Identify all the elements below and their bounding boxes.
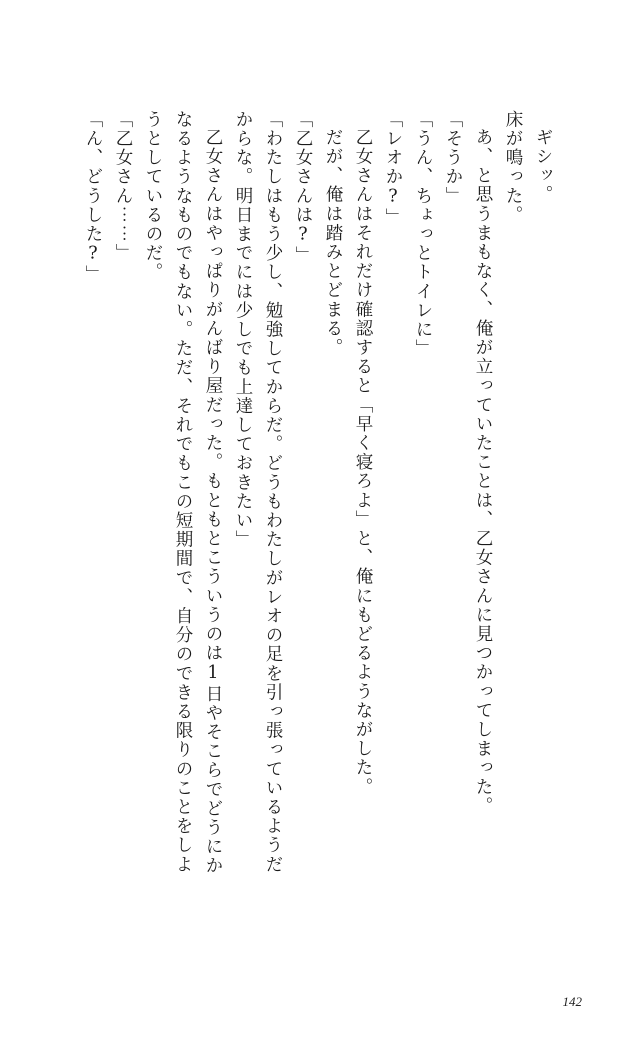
vertical-text-body [48, 110, 558, 970]
text-line: 「ん、どうした?」 [83, 110, 103, 285]
text-line: 「乙女さん⋯⋯」 [113, 110, 133, 263]
text-line: あ、と思うまもなく、俺が立っていたことは、乙女さんに見つかってしまった。 [473, 128, 493, 816]
text-line: 「うん、ちょっとトイレに」 [413, 110, 433, 359]
text-line: 乙女さんはそれだけ確認すると「早く寝ろよ」と、俺にもどるようながした。 [353, 128, 373, 797]
text-line: 床が鳴った。 [503, 110, 523, 225]
text-line: 「わたしはもう少し、勉強してからだ。どうもわたしがレオの足を引っ張っているようだ [263, 110, 283, 874]
text-line: だが、俺は踏みとどまる。 [323, 128, 343, 358]
text-line: 「乙女さんは?」 [293, 110, 313, 266]
page-number: 142 [562, 994, 582, 1009]
text-line: なるようなものでもない。ただ、それでもこの短期間で、自分のできる限りのことをしよ [173, 110, 193, 874]
text-line: からな。明日までには少しでも上達しておきたい」 [233, 110, 253, 550]
text-line: 乙女さんはやっぱりがんばり屋だった。もともとこういうのは1日やそこらでどうにか [203, 128, 223, 876]
text-line: 「レオか?」 [383, 110, 403, 228]
text-line: ギシッ。 [533, 128, 553, 205]
text-line: うとしているのだ。 [143, 110, 163, 282]
text-line: 「そうか」 [443, 110, 463, 206]
